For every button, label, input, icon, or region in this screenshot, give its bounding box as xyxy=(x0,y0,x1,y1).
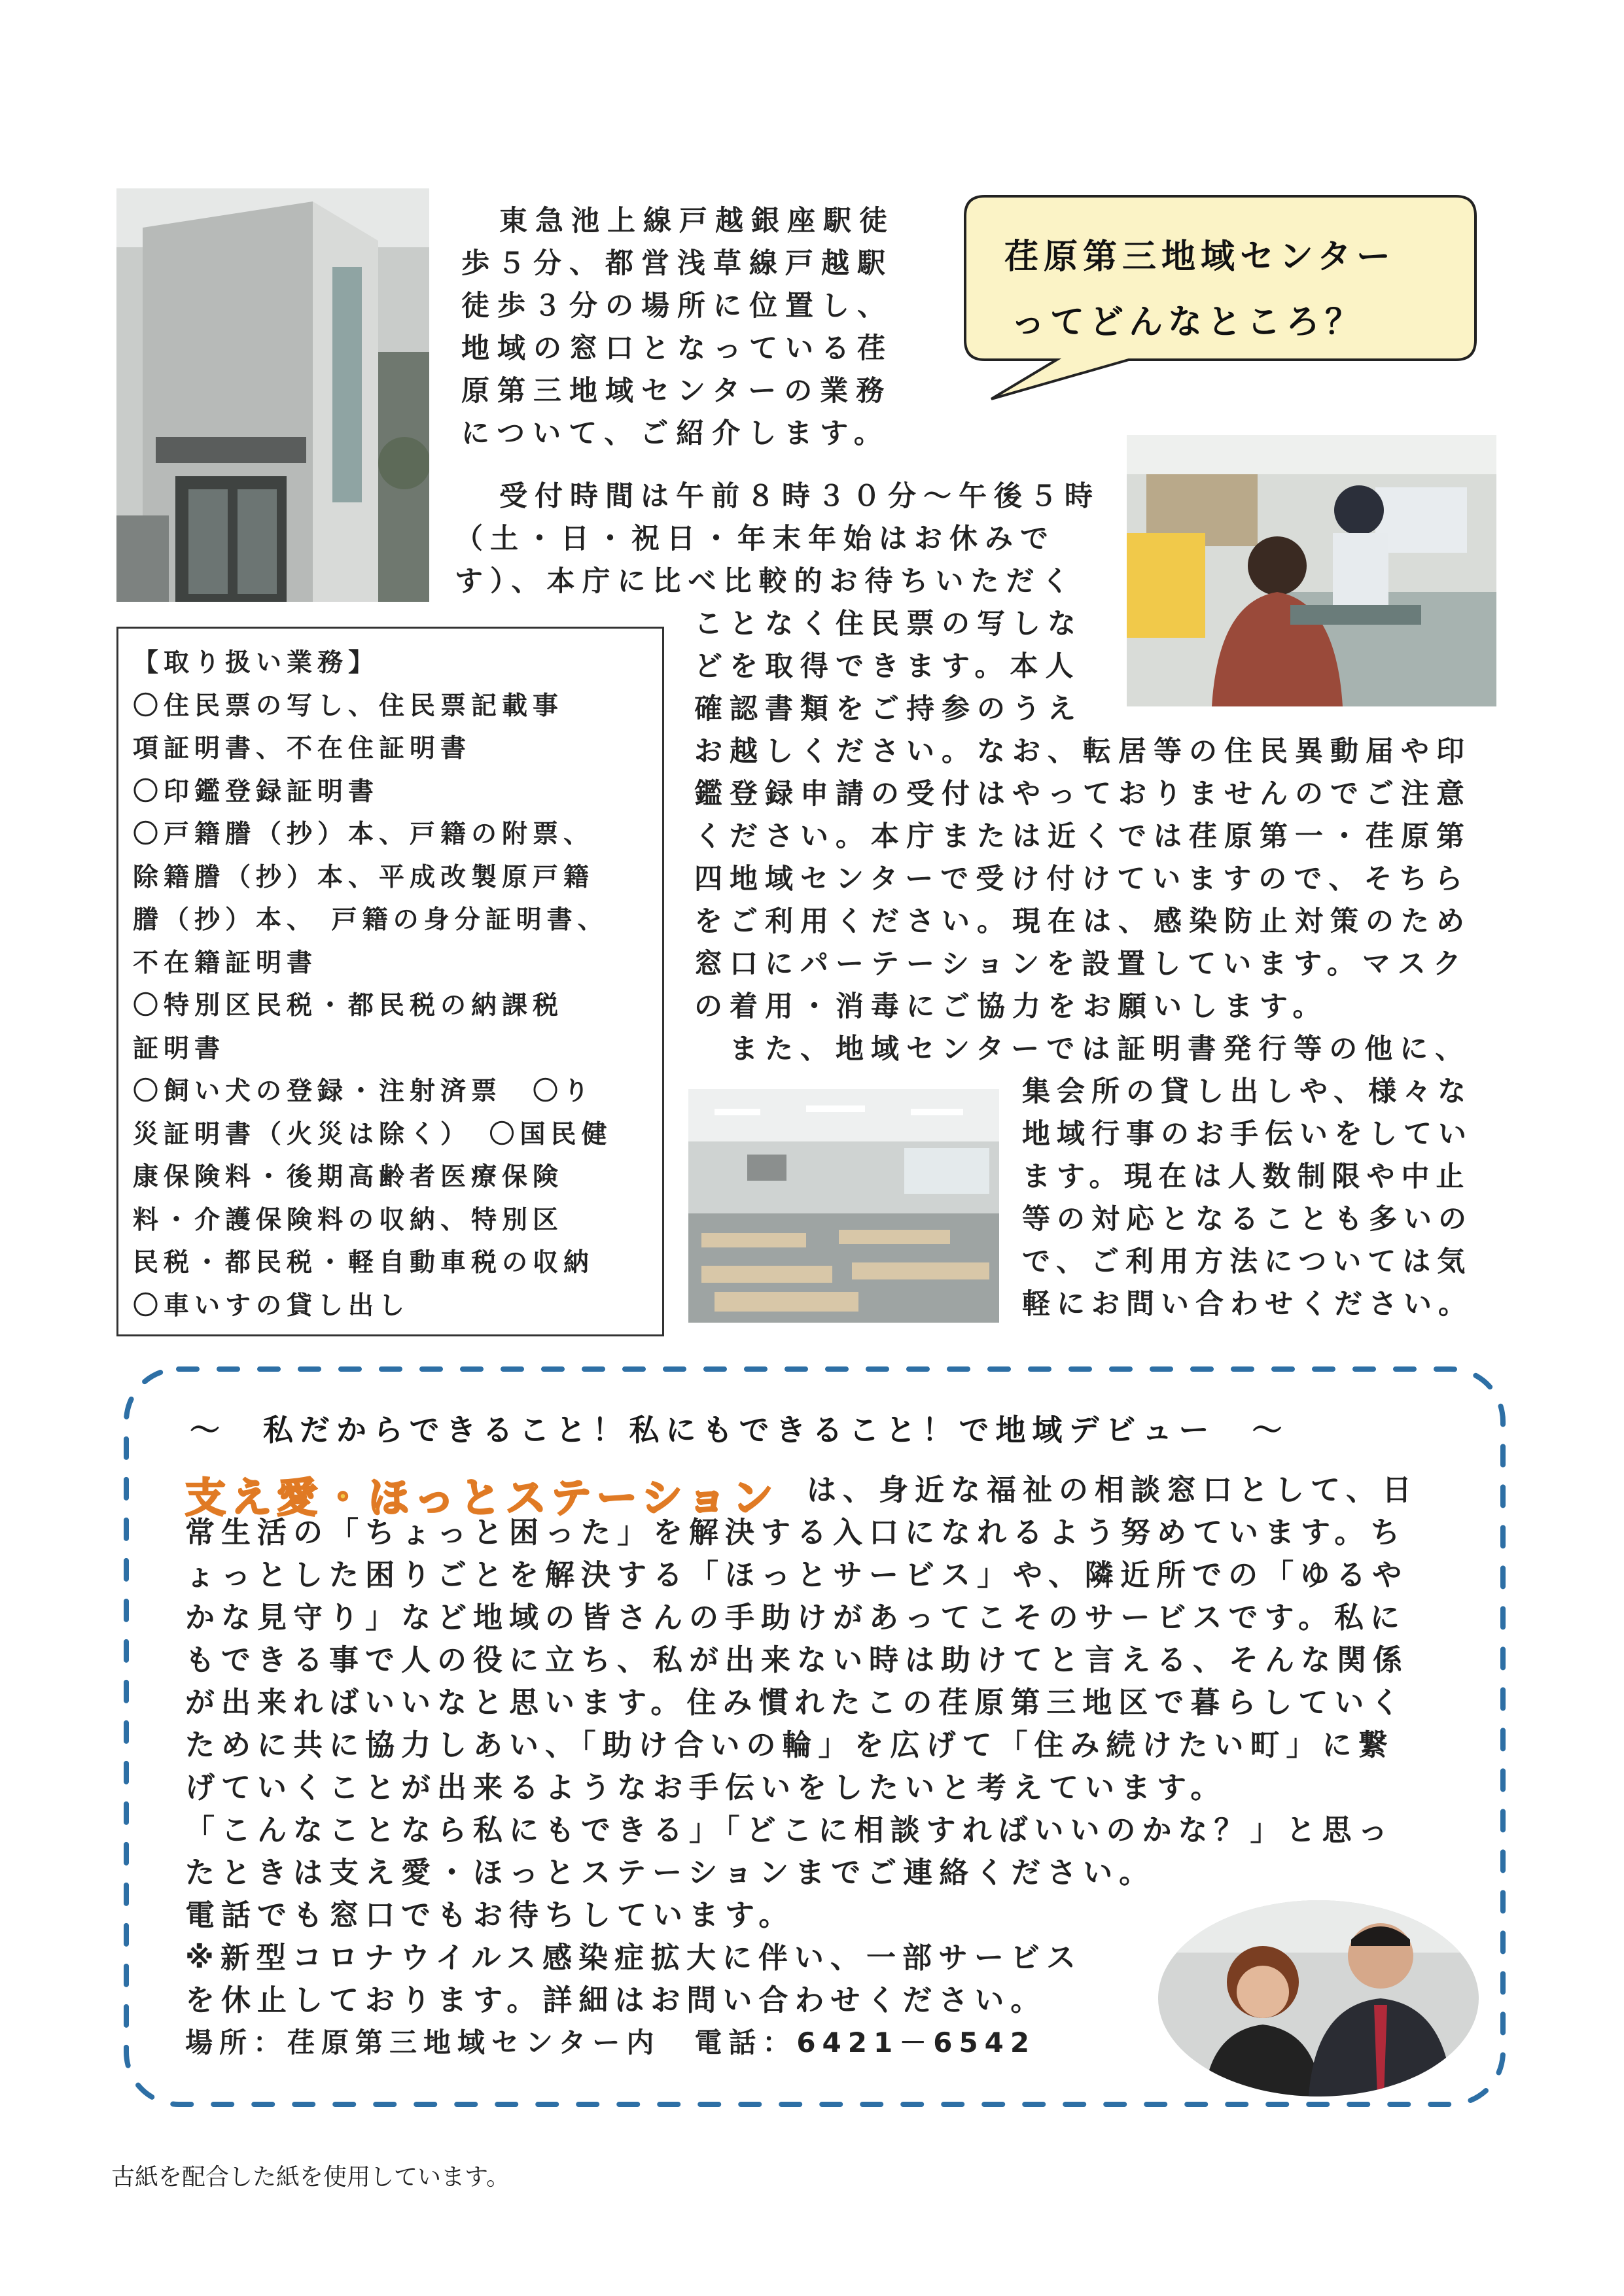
service-line: 料・介護保険料の収納、特別区 xyxy=(133,1205,564,1235)
station-heading: ～ 私だからできること！私にもできること！で地域デビュー ～ xyxy=(190,1412,1289,1448)
mid-line: ことなく住民票の写しな xyxy=(694,608,1083,640)
hall-line: 地域行事のお手伝いをしてい xyxy=(1022,1118,1473,1151)
station-line: ※新型コロナウイルス感染症拡大に伴い、一部サービス xyxy=(185,1940,1083,1975)
station-line: 常生活の「ちょっと困った」を解決する入口になれるよう努めています。ち xyxy=(185,1515,1407,1550)
station-line: 電話でも窓口でもお待ちしています。 xyxy=(185,1898,795,1932)
services-heading: 【取り扱い業務】 xyxy=(133,648,380,678)
intro-line: 徒歩３分の場所に位置し、 xyxy=(461,290,893,322)
service-line: 〇印鑑登録証明書 xyxy=(133,776,380,807)
station-line: 「こんなことなら私にもできる」「どこに相談すればいいのかな？」と思っ xyxy=(185,1813,1394,1847)
mid-line: どを取得できます。本人 xyxy=(694,650,1081,683)
wide-line: 四地域センターで受け付けていますので、そちら xyxy=(694,863,1470,896)
hall-line: で、ご利用方法については気 xyxy=(1022,1245,1472,1278)
service-line: 〇戸籍謄（抄）本、戸籍の附票、 xyxy=(133,820,595,849)
wide-line: ください。本庁または近くでは荏原第一・荏原第 xyxy=(694,820,1472,853)
wide-line: の着用・消毒にご協力をお願いします。 xyxy=(694,990,1328,1023)
station-line: かな見守り」など地域の皆さんの手助けがあってこそのサービスです。私に xyxy=(185,1600,1406,1635)
service-line: 民税・都民税・軽自動車税の収納 xyxy=(133,1248,595,1278)
service-line: 項証明書、不在住証明書 xyxy=(133,734,472,763)
service-line: 〇住民票の写し、住民票記載事 xyxy=(133,691,564,721)
hours-paragraph xyxy=(455,476,1100,603)
service-line: 〇車いすの貸し出し xyxy=(133,1291,410,1321)
wide-line: 窓口にパーテーションを設置しています。マスク xyxy=(694,948,1468,981)
services-list xyxy=(133,642,612,1327)
station-line: ょっとした困りごとを解決する「ほっとサービス」や、隣近所での「ゆるや xyxy=(185,1557,1409,1592)
station-line: もできる事で人の役に立ち、私が出来ない時は助けてと言える、そんな関係 xyxy=(185,1643,1409,1677)
building-photo xyxy=(116,188,429,602)
station-line: を休止しております。詳細はお問い合わせください。 xyxy=(185,1983,1047,2017)
mid-line: 確認書類をご持参のうえ xyxy=(694,693,1083,725)
intro-line: について、ご紹介します。 xyxy=(461,417,890,450)
station-line: ために共に協力しあい、「助け合いの輪」を広げて「住み続けたい町」に繋 xyxy=(185,1728,1394,1762)
station-contact: 場所：荏原第三地域センター内 電話：6421－6542 xyxy=(185,2026,1036,2059)
hall-line: 集会所の貸し出しや、様々な xyxy=(1022,1075,1473,1108)
service-line: 不在籍証明書 xyxy=(133,948,318,978)
wide-line: また、地域センターでは証明書発行等の他に、 xyxy=(694,1033,1471,1066)
wide-line: をご利用ください。現在は、感染防止対策のため xyxy=(694,905,1472,938)
service-line: 証明書 xyxy=(133,1034,226,1064)
intro-line: 地域の窓口となっている荏 xyxy=(461,332,893,365)
wide-line: お越しください。なお、転居等の住民異動届や印 xyxy=(694,735,1472,768)
hall-paragraph xyxy=(1022,1071,1473,1326)
speech-bubble xyxy=(959,190,1482,406)
staff-photo xyxy=(1158,1900,1479,2096)
mid-paragraph xyxy=(694,603,1083,731)
intro-paragraph xyxy=(461,200,895,455)
station-line: たときは支え愛・ほっとステーションまでご連絡ください。 xyxy=(185,1855,1156,1890)
intro-line: 歩５分、都営浅草線戸越駅 xyxy=(461,247,893,280)
service-line: 〇特別区民税・都民税の納課税 xyxy=(133,991,564,1020)
intro-line: 東急池上線戸越銀座駅徒 xyxy=(499,205,895,237)
station-line: げていくことが出来るようなお手伝いをしたいと考えています。 xyxy=(185,1770,1227,1805)
meeting-hall-photo xyxy=(688,1089,999,1323)
hours-line: （土・日・祝日・年末年始はお休みで xyxy=(455,523,1055,555)
service-line: 謄（抄）本、 戸籍の身分証明書、 xyxy=(133,905,609,935)
service-line: 康保険料・後期高齢者医療保険 xyxy=(133,1162,564,1192)
station-name: 支え愛・ほっとステーション xyxy=(185,1474,779,1522)
hall-line: 軽にお問い合わせください。 xyxy=(1022,1288,1473,1321)
hours-line: 受付時間は午前８時３０分～午後５時 xyxy=(499,480,1100,513)
hall-line: 等の対応となることも多いの xyxy=(1022,1203,1473,1236)
service-line: 災証明書（火災は除く） 〇国民健 xyxy=(133,1119,612,1149)
service-line: 除籍謄（抄）本、平成改製原戸籍 xyxy=(133,862,595,892)
hours-line: す）、本庁に比べ比較的お待ちいただく xyxy=(455,565,1077,598)
bubble-title-line2: ってどんなところ？ xyxy=(1011,303,1365,342)
station-first-line-rest: は、身近な福祉の相談窓口として、日 xyxy=(807,1472,1419,1507)
wide-paragraph xyxy=(694,731,1472,1071)
service-line: 〇飼い犬の登録・注射済票 〇り xyxy=(133,1077,595,1106)
wide-line: 鑑登録申請の受付はやっておりませんのでご注意 xyxy=(694,778,1472,810)
intro-line: 原第三地域センターの業務 xyxy=(461,375,892,408)
hall-line: ます。現在は人数制限や中止 xyxy=(1022,1160,1471,1193)
counter-photo xyxy=(1127,435,1496,706)
bubble-title-line1: 荏原第三地域センター xyxy=(1004,237,1396,277)
footer-note: 古紙を配合した紙を使用しています。 xyxy=(111,2164,510,2191)
station-line: が出来ればいいなと思います。住み慣れたこの荏原第三地区で暮らしていく xyxy=(185,1685,1407,1720)
services-box xyxy=(116,627,664,1336)
